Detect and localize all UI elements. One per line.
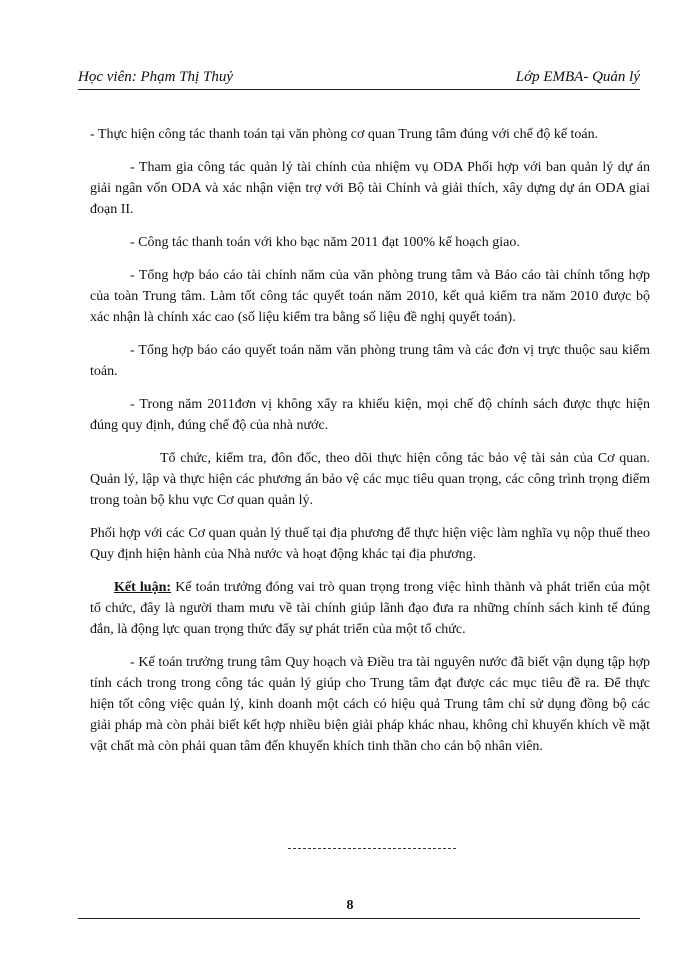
paragraph-oda: - Tham gia công tác quản lý tài chính của nhiệm vụ ODA Phối hợp với ban quản lý dự án giải ngân vốn ODA và xác nhận viện trợ với Bộ tài Chính và giải thích, xây dựng dự án ODA giai đoạn II.	[90, 160, 650, 217]
section-divider	[288, 848, 456, 849]
conclusion-text: Kế toán trưởng đóng vai trò quan trọng trong việc hình thành và phát triển của một tổ chức, đây là người tham mưu về tài chính giúp lãnh đạo đưa ra những chính sách kinh tế đúng đắn, là động lực quan trọng thức đẩy sự phát triển của một tổ chức.	[90, 580, 651, 637]
paragraph-conclusion	[90, 577, 650, 640]
paragraph-settlement-report: - Tổng hợp báo cáo quyết toán năm văn phòng trung tâm và các đơn vị trực thuộc sau kiểm toán.	[90, 343, 650, 379]
paragraph-payment: - Thực hiện công tác thanh toán tại văn phòng cơ quan Trung tâm đúng với chế độ kế toán.	[90, 127, 599, 142]
header-class-name: Lớp EMBA- Quản lý	[515, 69, 640, 85]
footer-rule	[78, 918, 640, 919]
page-number: 8	[346, 898, 354, 913]
paragraph-tax: Phối hợp với các Cơ quan quản lý thuế tại địa phương để thực hiện việc làm nghĩa vụ nộp thuế theo Quy định hiện hành của Nhà nước và hoạt động khác tại địa phương.	[90, 526, 650, 562]
paragraph-final: - Kế toán trưởng trung tâm Quy hoạch và Điều tra tài nguyên nước đã biết vận dụng tập hợp tính cách trong trong công tác quản lý giúp cho Trung tâm đạt được các mục tiêu đề ra. Để thực hiện tốt công việc quản lý, kinh doanh một cách có hiệu quả Trung tâm chỉ sử dụng đồng bộ các giải pháp mà còn phải biết kết hợp nhiều biện giải pháp khác nhau, không chỉ khuyến khích về mặt vật chất mà còn phải quan tâm đến khuyến khích tinh thần cho cán bộ nhân viên.	[90, 655, 650, 754]
document-body	[90, 124, 650, 769]
paragraph-treasury: - Công tác thanh toán với kho bạc năm 2011 đạt 100% kế hoạch giao.	[130, 235, 520, 250]
header-student-name: Học viên: Phạm Thị Thuỷ	[78, 69, 233, 85]
paragraph-financial-report: - Tổng hợp báo cáo tài chính năm của văn phòng trung tâm và Báo cáo tài chính tổng hợp của toàn Trung tâm. Làm tốt công tác quyết toán năm 2010, kết quả kiểm tra năm 2010 được bộ xác nhận là chính xác cao (số liệu kiểm tra bằng số liệu đề nghị quyết toán).	[90, 268, 650, 325]
page-header	[78, 58, 640, 90]
conclusion-label: Kết luận:	[114, 580, 172, 595]
paragraph-asset-protection: Tổ chức, kiểm tra, đôn đốc, theo dõi thực hiện công tác bảo vệ tài sản của Cơ quan. Quản lý, lập và thực hiện các phương án bảo vệ các mục tiêu quan trọng, các công trình trọng điểm trong toàn bộ khu vực Cơ quan quản lý.	[90, 451, 650, 508]
paragraph-no-complaints: - Trong năm 2011đơn vị không xẩy ra khiếu kiện, mọi chế độ chính sách được thực hiện đúng quy định, đúng chế độ của nhà nước.	[90, 397, 650, 433]
